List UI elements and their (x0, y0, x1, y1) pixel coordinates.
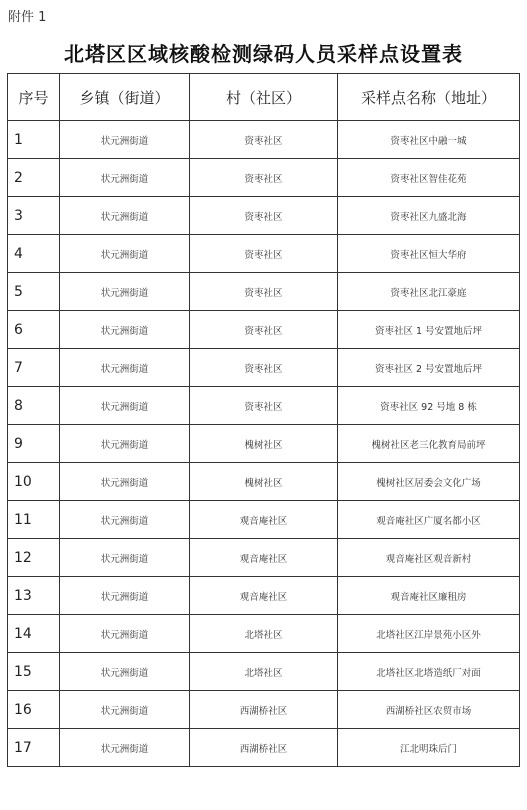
site-cell: 北塔社区江岸景苑小区外 (338, 615, 520, 653)
town-cell: 状元洲街道 (60, 273, 190, 311)
table-row (8, 235, 520, 273)
row-number: 13 (8, 577, 60, 615)
site-cell: 观音庵社区观音新村 (338, 539, 520, 577)
community-cell: 观音庵社区 (190, 501, 338, 539)
table-row (8, 577, 520, 615)
community-cell: 槐树社区 (190, 425, 338, 463)
row-number: 17 (8, 729, 60, 767)
header-site: 采样点名称（地址） (338, 74, 520, 121)
town-cell: 状元洲街道 (60, 577, 190, 615)
community-cell: 资枣社区 (190, 349, 338, 387)
table-row (8, 311, 520, 349)
town-cell: 状元洲街道 (60, 653, 190, 691)
table-row (8, 691, 520, 729)
table-row (8, 273, 520, 311)
row-number: 6 (8, 311, 60, 349)
town-cell: 状元洲街道 (60, 311, 190, 349)
table-row (8, 387, 520, 425)
row-number: 12 (8, 539, 60, 577)
attachment-label: 附件 1 (8, 10, 47, 25)
table-row (8, 615, 520, 653)
community-cell: 资枣社区 (190, 159, 338, 197)
site-cell: 观音庵社区广厦名都小区 (338, 501, 520, 539)
table-row (8, 539, 520, 577)
town-cell: 状元洲街道 (60, 425, 190, 463)
row-number: 14 (8, 615, 60, 653)
town-cell: 状元洲街道 (60, 235, 190, 273)
community-cell: 西湖桥社区 (190, 729, 338, 767)
community-cell: 资枣社区 (190, 311, 338, 349)
site-cell: 江北明珠后门 (338, 729, 520, 767)
town-cell: 状元洲街道 (60, 729, 190, 767)
community-cell: 资枣社区 (190, 121, 338, 159)
table-row (8, 463, 520, 501)
row-number: 2 (8, 159, 60, 197)
town-cell: 状元洲街道 (60, 349, 190, 387)
row-number: 1 (8, 121, 60, 159)
community-cell: 北塔社区 (190, 653, 338, 691)
site-cell: 资枣社区中融一城 (338, 121, 520, 159)
header-number: 序号 (8, 74, 60, 121)
community-cell: 北塔社区 (190, 615, 338, 653)
site-cell: 资枣社区 92 号地 8 栋 (338, 387, 520, 425)
town-cell: 状元洲街道 (60, 197, 190, 235)
town-cell: 状元洲街道 (60, 463, 190, 501)
row-number: 4 (8, 235, 60, 273)
table-row (8, 121, 520, 159)
town-cell: 状元洲街道 (60, 539, 190, 577)
header-town: 乡镇（街道） (60, 74, 190, 121)
row-number: 10 (8, 463, 60, 501)
sampling-site-table (7, 73, 520, 767)
site-cell: 观音庵社区廉租房 (338, 577, 520, 615)
site-cell: 资枣社区 1 号安置地后坪 (338, 311, 520, 349)
town-cell: 状元洲街道 (60, 121, 190, 159)
row-number: 3 (8, 197, 60, 235)
community-cell: 资枣社区 (190, 387, 338, 425)
site-cell: 资枣社区九盛北海 (338, 197, 520, 235)
header-community: 村（社区） (190, 74, 338, 121)
site-cell: 资枣社区 2 号安置地后坪 (338, 349, 520, 387)
row-number: 8 (8, 387, 60, 425)
table-row (8, 349, 520, 387)
community-cell: 观音庵社区 (190, 539, 338, 577)
community-cell: 资枣社区 (190, 273, 338, 311)
table-row (8, 501, 520, 539)
town-cell: 状元洲街道 (60, 615, 190, 653)
community-cell: 资枣社区 (190, 197, 338, 235)
town-cell: 状元洲街道 (60, 387, 190, 425)
community-cell: 槐树社区 (190, 463, 338, 501)
table-body (8, 121, 520, 767)
row-number: 9 (8, 425, 60, 463)
site-cell: 槐树社区老三化教育局前坪 (338, 425, 520, 463)
town-cell: 状元洲街道 (60, 159, 190, 197)
site-cell: 槐树社区居委会文化广场 (338, 463, 520, 501)
table-row (8, 425, 520, 463)
community-cell: 西湖桥社区 (190, 691, 338, 729)
table-row (8, 159, 520, 197)
site-cell: 西湖桥社区农贸市场 (338, 691, 520, 729)
row-number: 15 (8, 653, 60, 691)
row-number: 11 (8, 501, 60, 539)
row-number: 5 (8, 273, 60, 311)
site-cell: 北塔社区北塔造纸厂对面 (338, 653, 520, 691)
table-row (8, 729, 520, 767)
table-row (8, 197, 520, 235)
row-number: 16 (8, 691, 60, 729)
table-row (8, 653, 520, 691)
table-header-row (8, 74, 520, 121)
row-number: 7 (8, 349, 60, 387)
document-title: 北塔区区域核酸检测绿码人员采样点设置表 (64, 42, 463, 66)
town-cell: 状元洲街道 (60, 501, 190, 539)
site-cell: 资枣社区恒大华府 (338, 235, 520, 273)
site-cell: 资枣社区智佳花苑 (338, 159, 520, 197)
community-cell: 观音庵社区 (190, 577, 338, 615)
community-cell: 资枣社区 (190, 235, 338, 273)
site-cell: 资枣社区北江豪庭 (338, 273, 520, 311)
town-cell: 状元洲街道 (60, 691, 190, 729)
